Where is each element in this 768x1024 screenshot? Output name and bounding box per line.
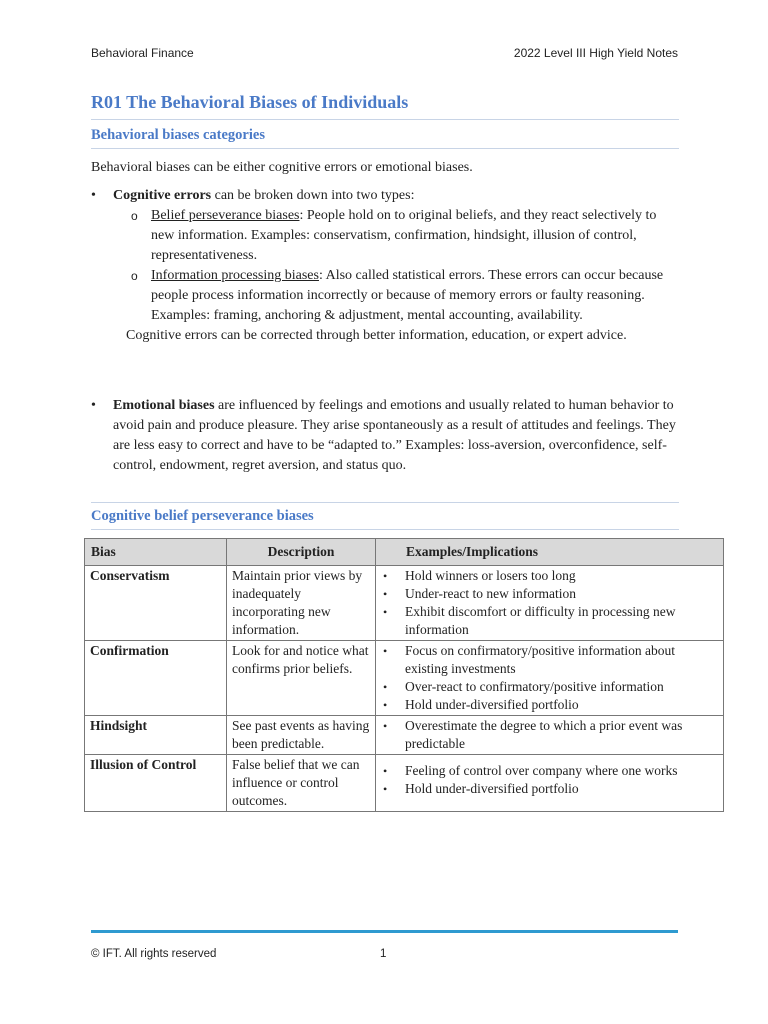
- page-number: 1: [380, 948, 387, 960]
- table-row: [85, 716, 724, 755]
- section-heading-categories: Behavioral biases categories: [91, 127, 679, 149]
- table-header-row: [85, 539, 724, 566]
- header-bias: Bias: [85, 539, 227, 566]
- sub-item-information-processing: [131, 266, 681, 326]
- bias-description: False belief that we can influence or control outcomes.: [227, 755, 376, 812]
- example-item: • Under-react to new information: [381, 585, 718, 603]
- header-examples: Examples/Implications: [376, 539, 724, 566]
- intro-paragraph: Behavioral biases can be either cognitive errors or emotional biases.: [91, 160, 473, 175]
- example-item: • Overestimate the degree to which a prior event was predictable: [381, 717, 718, 753]
- term-information-processing: Information processing biases: [151, 268, 319, 283]
- example-item: • Hold under-diversified portfolio: [381, 780, 718, 798]
- example-item: • Feeling of control over company where one works: [381, 762, 718, 780]
- table-row: [85, 755, 724, 812]
- example-item: • Focus on confirmatory/positive information about existing investments: [381, 642, 718, 678]
- table-row: [85, 641, 724, 716]
- header-description: Description: [227, 539, 376, 566]
- belief-perseverance-text: : People hold on to original beliefs, and they react selectively to new information. Examples: conservatism, confirmation, hindsight, illusion of control, representativeness.: [151, 208, 657, 263]
- bias-name: Hindsight: [85, 716, 227, 755]
- bias-name: Conservatism: [85, 566, 227, 641]
- example-item: • Exhibit discomfort or difficulty in processing new information: [381, 603, 718, 639]
- footer-rule: [91, 930, 678, 933]
- bullet-content: [113, 396, 681, 476]
- term-cognitive-errors: Cognitive errors: [113, 188, 212, 203]
- term-belief-perseverance: Belief perseverance biases: [151, 208, 300, 223]
- sub-bullet-marker: o: [131, 209, 138, 223]
- cognitive-intro-text: can be broken down into two types:: [211, 188, 415, 203]
- bias-description: Look for and notice what confirms prior beliefs.: [227, 641, 376, 716]
- example-item: • Hold under-diversified portfolio: [381, 696, 718, 714]
- biases-table: [84, 538, 724, 812]
- sub-item-belief-perseverance: [131, 206, 681, 266]
- sub-bullet-marker: o: [131, 269, 138, 283]
- bias-examples: [376, 716, 724, 755]
- running-header-right: 2022 Level III High Yield Notes: [513, 46, 678, 60]
- bias-examples: [376, 641, 724, 716]
- bullet-cognitive-errors: [91, 186, 681, 346]
- bullet-marker: •: [91, 398, 96, 413]
- bullet-emotional-biases: [91, 396, 681, 476]
- example-item: • Hold winners or losers too long: [381, 567, 718, 585]
- bias-examples: [376, 566, 724, 641]
- section-heading-belief-perseverance: Cognitive belief perseverance biases: [91, 508, 679, 530]
- information-processing-text: : Also called statistical errors. These errors can occur because people process information incorrectly or because of memory errors or faulty reasoning. Examples: framing, anchoring & adjustment, mental accounting, availability.: [151, 268, 664, 323]
- example-item: • Over-react to confirmatory/positive information: [381, 678, 718, 696]
- cognitive-intro: [113, 186, 681, 206]
- term-emotional-biases: Emotional biases: [113, 398, 215, 413]
- table-row: [85, 566, 724, 641]
- bullet-content: [113, 186, 681, 346]
- emotional-text: are influenced by feelings and emotions and usually related to human behavior to avoid pain and produce pleasure. They arise spontaneously as a result of attitudes and feelings. They are less easy to correct and have to be “adapted to.” Examples: loss-aversion, overconfidence, self-control, endowment, regret aversion, and status quo.: [113, 398, 676, 473]
- bias-description: Maintain prior views by inadequately incorporating new information.: [227, 566, 376, 641]
- bias-name: Confirmation: [85, 641, 227, 716]
- bias-name: Illusion of Control: [85, 755, 227, 812]
- bullet-marker: •: [91, 188, 96, 203]
- bias-examples: [376, 755, 724, 812]
- cognitive-note: Cognitive errors can be corrected through better information, education, or expert advice.: [126, 328, 627, 343]
- page-title: R01 The Behavioral Biases of Individuals: [91, 92, 679, 120]
- footer-copyright: © IFT. All rights reserved: [91, 948, 217, 960]
- bias-description: See past events as having been predictable.: [227, 716, 376, 755]
- running-header-left: Behavioral Finance: [91, 46, 194, 60]
